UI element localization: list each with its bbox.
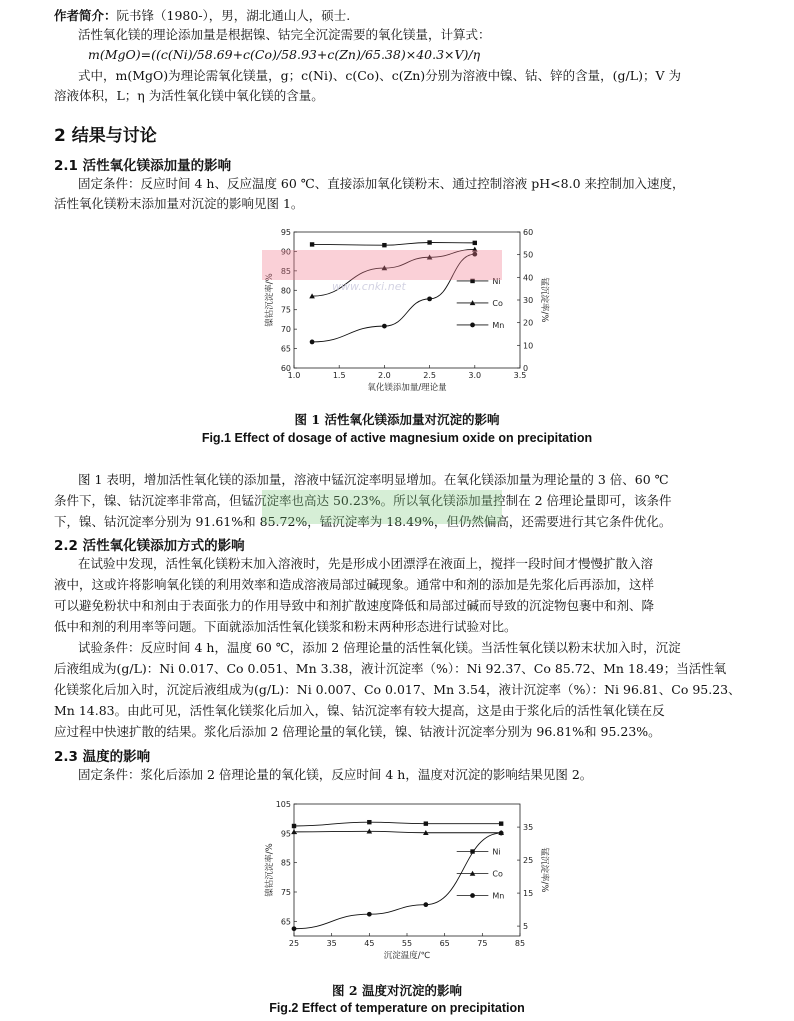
fig1-y2-axis-label: 锰沉淀率/%	[539, 277, 549, 323]
fig1-series-ni-point	[427, 240, 431, 244]
fig1-x-tick-label: 1.0	[287, 371, 301, 380]
fig2-series-co-line	[294, 831, 501, 832]
figure-2-chart	[256, 796, 556, 974]
fig2-y2-tick-label: 25	[523, 856, 534, 866]
fig2-legend-mn-marker	[470, 893, 475, 898]
fig2-y-axis-label: 镍钴沉淀率/%	[265, 843, 275, 897]
fig1-y2-tick-label: 60	[523, 228, 534, 237]
fig1-series-ni-point	[382, 243, 386, 247]
s21-paragraph-1: 固定条件：反应时间 4 h、反应温度 60 ℃、直接添加氧化镁粉末、通过控制溶液 pH<8.0 来控制加入速度，	[78, 176, 685, 191]
figure-1-chart	[256, 222, 556, 402]
fig1-y2-tick-label: 0	[523, 364, 529, 373]
fig2-x-tick-label: 25	[288, 939, 300, 948]
fig2-legend-mn-label: Mn	[492, 891, 505, 901]
s22-paragraph-5: 试验条件：反应时间 4 h，温度 60 ℃，添加 2 倍理论量的活性氧化镁。当活性氧化镁以粉末状加入时，沉淀	[78, 640, 681, 655]
fig2-x-tick-label: 55	[401, 939, 413, 948]
fig1-legend-mn-label: Mn	[492, 320, 505, 330]
author-note: 作者简介：阮书锋（1980-），男，湖北通山人，硕士.	[54, 8, 351, 23]
s22-paragraph-9: 应过程中快速扩散的结果。浆化后添加 2 倍理论量的氧化镁，镍、钴液计沉淀率分别为 96.81%和 95.23%。	[54, 724, 661, 739]
figure-2-caption-cn: 图 2 温度对沉淀的影响	[332, 983, 462, 998]
fig1-x-tick-label: 2.0	[378, 371, 391, 380]
fig2-y-tick-label: 75	[280, 888, 291, 897]
fig1-y-tick-label: 80	[280, 286, 291, 296]
s21-discussion-1: 图 1 表明，增加活性氧化镁的添加量，溶液中锰沉淀率明显增加。在氧化镁添加量为理论量的 3 倍、60 ℃	[78, 472, 669, 487]
fig1-y-tick-label: 95	[280, 228, 291, 237]
fig2-series-ni-point	[367, 820, 371, 824]
fig1-y2-tick-label: 40	[523, 273, 534, 283]
fig1-y-tick-label: 85	[280, 266, 291, 276]
fig2-series-ni-line	[294, 822, 501, 826]
fig1-series-mn-point	[382, 324, 387, 329]
s22-paragraph-8: Mn 14.83。由此可见，活性氧化镁浆化后加入，镍、钴沉淀率有较大提高，这是由于浆化后的活性氧化镁在反	[54, 703, 665, 718]
fig1-series-co-line	[312, 249, 475, 296]
s22-paragraph-1: 在试验中发现，活性氧化镁粉末加入溶液时，先是形成小团漂浮在液面上，搅拌一段时间才慢慢扩散入溶	[78, 556, 654, 571]
fig1-series-mn-point	[472, 252, 477, 257]
fig1-y-tick-label: 90	[280, 247, 291, 257]
fig1-series-ni-line	[312, 242, 475, 245]
fig1-x-tick-label: 3.0	[468, 371, 482, 380]
fig1-y-tick-label: 70	[280, 325, 291, 335]
s23-paragraph-1: 固定条件：浆化后添加 2 倍理论量的氧化镁，反应时间 4 h，温度对沉淀的影响结果见图 2。	[78, 767, 593, 782]
fig1-series-ni-point	[310, 242, 314, 246]
fig2-x-tick-label: 35	[326, 939, 337, 948]
fig1-x-tick-label: 2.5	[423, 371, 436, 380]
s22-paragraph-2: 液中，这或许将影响氧化镁的利用效率和造成溶液局部过碱现象。通常中和剂的添加是先浆化后再添加，这样	[54, 577, 655, 592]
fig2-y2-tick-label: 5	[523, 922, 529, 932]
fig2-y-tick-label: 65	[280, 917, 291, 927]
watermark-text: www.cnki.net	[332, 280, 406, 293]
fig1-y2-tick-label: 10	[523, 341, 534, 351]
fig2-y2-tick-label: 15	[523, 889, 534, 899]
fig1-y-axis-label: 镍钴沉淀率/%	[265, 273, 275, 327]
s22-paragraph-4: 低中和剂的利用率等问题。下面就添加活性氧化镁浆和粉末两种形态进行试验对比。	[54, 619, 517, 634]
formula: m(MgO)=((c(Ni)/58.69+c(Co)/58.93+c(Zn)/65.38)×40.3×V)/η	[88, 47, 481, 62]
figure-1-caption-cn: 图 1 活性氧化镁添加量对沉淀的影响	[294, 412, 500, 427]
fig1-legend-mn-marker	[470, 323, 475, 328]
fig2-series-mn-line	[294, 833, 501, 929]
fig1-series-mn-point	[427, 296, 432, 301]
fig2-y-tick-label: 85	[280, 858, 291, 868]
fig2-y2-tick-label: 35	[523, 823, 534, 833]
s22-paragraph-7: 化镁浆化后加入时，沉淀后液组成为(g/L)：Ni 0.007、Co 0.017、Mn 3.54，液计沉淀率（%）：Ni 96.81、Co 95.23、	[54, 682, 741, 697]
s22-paragraph-3: 可以避免粉状中和剂由于表面张力的作用导致中和剂扩散速度降低和局部过碱而导致的沉淀物包裹中和剂、降	[54, 598, 655, 613]
section-2-1-title: 2.1 活性氧化镁添加量的影响	[54, 158, 232, 174]
formula-desc-2: 溶液体积，L；η 为活性氧化镁中氧化镁的含量。	[54, 88, 324, 103]
fig1-x-tick-label: 1.5	[332, 371, 346, 380]
section-2-title: 2 结果与讨论	[54, 126, 157, 146]
fig2-series-ni-point	[292, 824, 296, 828]
fig1-legend-ni-marker	[470, 279, 474, 283]
formula-desc-1: 式中，m(MgO)为理论需氧化镁量，g；c(Ni)、c(Co)、c(Zn)分别为溶液中镍、钴、锌的含量，(g/L)；V 为	[78, 68, 681, 83]
fig2-series-mn-point	[292, 926, 297, 931]
section-2-3-title: 2.3 温度的影响	[54, 749, 151, 765]
fig1-series-ni-point	[473, 241, 477, 245]
fig2-y2-axis-label: 锰沉淀率/%	[539, 847, 549, 893]
fig2-series-ni-point	[499, 821, 503, 825]
fig2-x-axis-label: 沉淀温度/℃	[383, 951, 431, 961]
fig1-plot-frame	[294, 232, 520, 368]
s21-paragraph-2: 活性氧化镁粉末添加量对沉淀的影响见图 1。	[54, 196, 304, 211]
fig2-legend-co-label: Co	[492, 869, 503, 879]
s21-discussion-3: 下，镍、钴沉淀率分别为 91.61%和 85.72%，锰沉淀率为 18.49%，但仍然偏高，还需要进行其它条件优化。	[54, 514, 672, 529]
fig1-y2-tick-label: 50	[523, 250, 534, 260]
fig1-y-tick-label: 65	[280, 344, 291, 354]
fig1-series-mn-point	[310, 340, 315, 345]
fig1-y2-tick-label: 20	[523, 318, 534, 328]
fig1-x-tick-label: 3.5	[513, 371, 527, 380]
fig2-x-tick-label: 75	[477, 939, 488, 948]
fig2-x-tick-label: 65	[439, 939, 450, 948]
s22-paragraph-6: 后液组成为(g/L)：Ni 0.017、Co 0.051、Mn 3.38，液计沉淀率（%）：Ni 92.37、Co 85.72、Mn 18.49；当活性氧	[54, 661, 727, 676]
figure-1-caption-en: Fig.1 Effect of dosage of active magnesium oxide on precipitation	[201, 431, 593, 445]
fig2-series-mn-point	[499, 831, 504, 836]
fig1-y-tick-label: 60	[280, 364, 291, 373]
fig2-x-tick-label: 85	[514, 939, 526, 948]
fig1-y2-tick-label: 30	[523, 296, 534, 305]
section-2-2-title: 2.2 活性氧化镁添加方式的影响	[54, 538, 245, 554]
fig1-y-tick-label: 75	[280, 305, 291, 315]
fig2-x-tick-label: 45	[364, 939, 375, 948]
fig1-legend-co-label: Co	[492, 298, 503, 308]
formula-intro: 活性氧化镁的理论添加量是根据镍、钴完全沉淀需要的氧化镁量，计算式：	[78, 27, 491, 42]
figure-2-caption-en: Fig.2 Effect of temperature on precipitation	[269, 1001, 525, 1015]
fig2-y-tick-label: 95	[280, 829, 291, 839]
s21-discussion-2: 条件下，镍、钴沉淀率非常高，但锰沉淀率也高达 50.23%。所以氧化镁添加量控制在 2 倍理论量即可，该条件	[54, 493, 672, 508]
fig2-y-tick-label: 105	[275, 800, 291, 809]
fig2-series-mn-point	[367, 912, 372, 917]
fig1-x-axis-label: 氧化镁添加量/理论量	[367, 383, 447, 393]
fig2-series-ni-point	[424, 821, 428, 825]
fig2-legend-ni-label: Ni	[492, 847, 501, 857]
fig1-legend-ni-label: Ni	[492, 276, 501, 286]
fig2-series-mn-point	[423, 902, 428, 907]
